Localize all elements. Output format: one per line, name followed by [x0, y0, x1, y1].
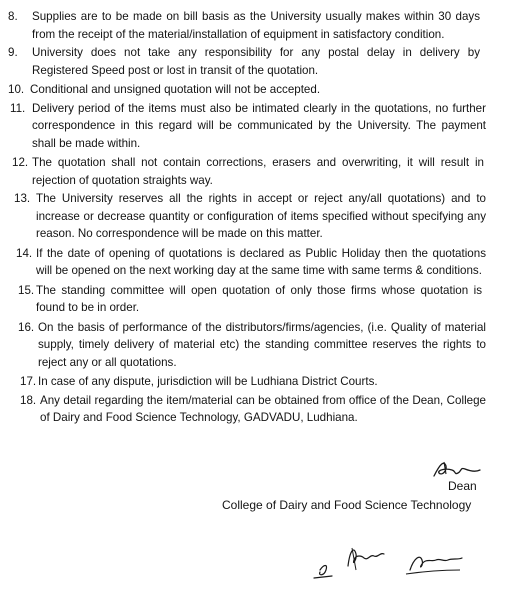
term-text: Delivery period of the items must also be intimated clearly in the quotations, no further correspondence in this regard will be communicated by the University. The payment shall be made within. [32, 101, 486, 150]
term-item [0, 282, 508, 317]
signatory-organization: College of Dairy and Food Science Technology [222, 498, 472, 512]
term-item [0, 8, 508, 43]
term-number: 17. [20, 375, 37, 388]
term-number: 10. [8, 83, 25, 96]
term-item [0, 392, 508, 427]
term-number: 9. [8, 46, 18, 59]
term-item [0, 44, 508, 79]
term-text: If the date of opening of quotations is declared as Public Holiday then the quotations will be opened on the next working day at the same time with same terms & conditions. [36, 246, 486, 277]
term-number: 11. [10, 101, 26, 115]
term-text: The quotation shall not contain corrections, erasers and overwriting, it will result in rejection of quotation straights way. [32, 156, 484, 187]
term-number: 16. [18, 320, 35, 334]
committee-signatures [310, 540, 470, 584]
term-number: 13. [14, 192, 31, 205]
term-item [0, 319, 508, 372]
term-text: Supplies are to be made on bill basis as the University usually makes within 30 days from the receipt of the material/installation of equipment in satisfactory condition. [32, 10, 480, 41]
term-item [0, 100, 508, 153]
term-text: University does not take any responsibility for any postal delay in delivery by Registered Speed post or lost in transit of the quotation. [32, 46, 480, 77]
term-number: 14. [16, 246, 33, 260]
term-item [0, 373, 508, 391]
term-number: 8. [8, 10, 18, 23]
term-item [0, 190, 508, 243]
term-text: Any detail regarding the item/material can be obtained from office of the Dean, College of Dairy and Food Science Technology, GADVADU, Ludhiana. [40, 393, 486, 424]
signatory-title: Dean [448, 479, 477, 493]
terms-list [0, 8, 508, 427]
term-text: The standing committee will open quotation of only those firms whose quotation is found to be in order. [36, 283, 482, 314]
term-number: 18. [20, 393, 37, 407]
term-item [0, 245, 508, 280]
term-text: The University reserves all the rights in accept or reject any/all quotations) and to increase or decrease quantity or configuration of items specified without specifying any reason. No correspondence will be made on this matter. [36, 192, 486, 240]
dean-signature [430, 458, 482, 480]
term-text: Conditional and unsigned quotation will not be accepted. [30, 83, 321, 96]
term-text: In case of any dispute, jurisdiction will be Ludhiana District Courts. [38, 375, 378, 388]
term-item [0, 81, 508, 99]
term-item [0, 154, 508, 189]
term-number: 15. [18, 283, 35, 297]
term-text: On the basis of performance of the distributors/firms/agencies, (i.e. Quality of material supply, timely delivery of material etc) the standing committee reserves the rights to reject any or all quotations. [38, 320, 486, 369]
term-number: 12. [12, 156, 29, 169]
